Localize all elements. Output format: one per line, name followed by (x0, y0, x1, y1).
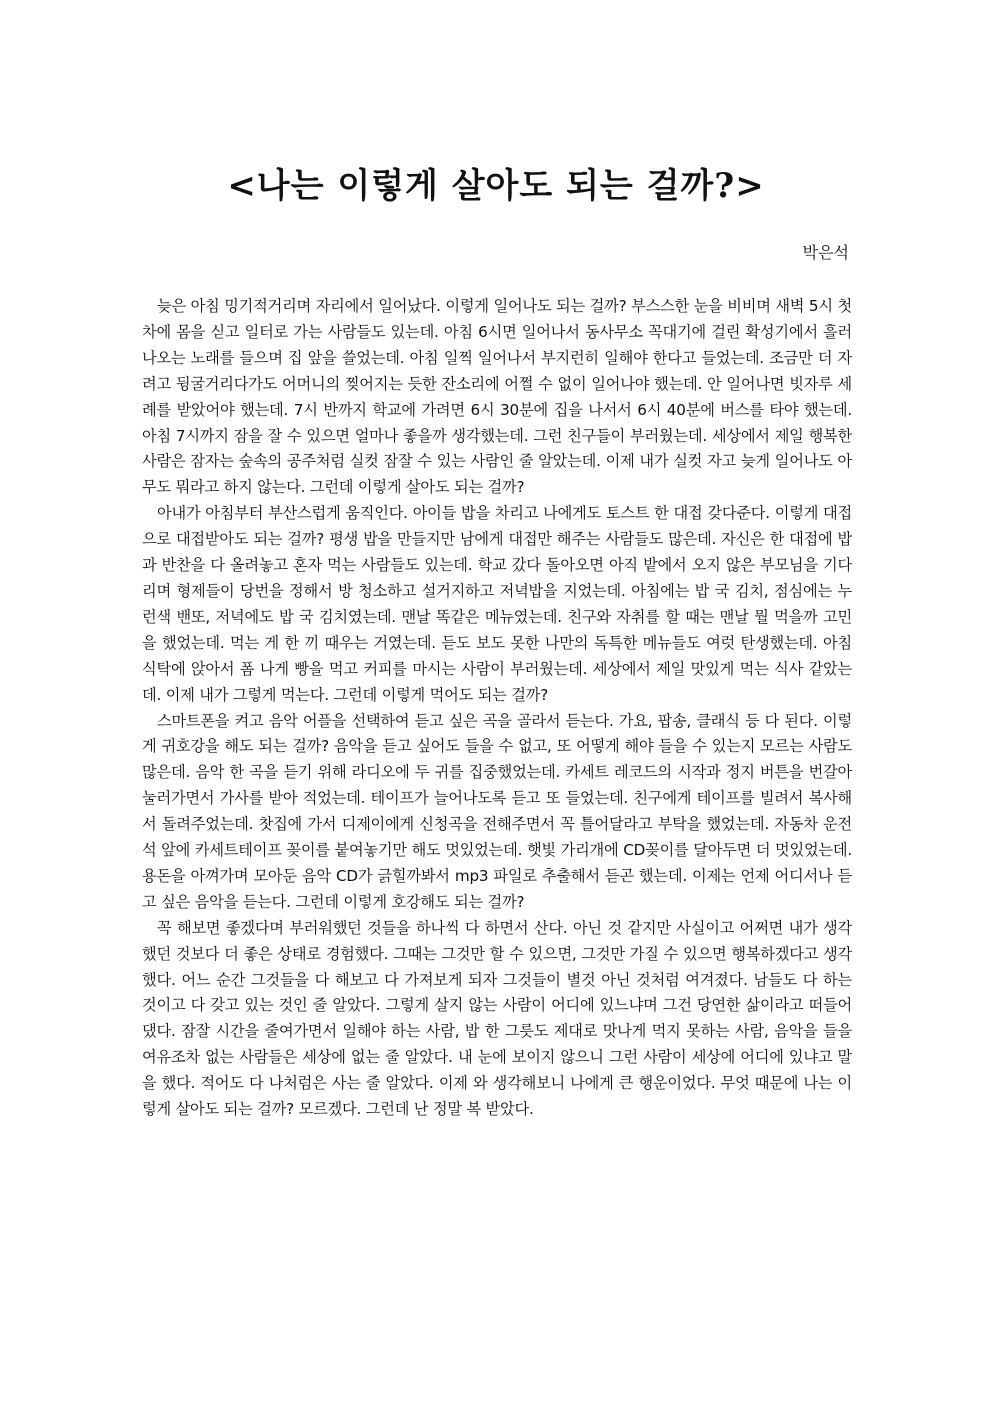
paragraph: 스마트폰을 켜고 음악 어플을 선택하여 듣고 싶은 곡을 골라서 듣는다. 가요, 팝송, 클래식 등 다 된다. 이렇게 귀호강을 해도 되는 걸까? 음악을 듣고 싶어도 들을 수 없고, 또 어떻게 해야 들을 수 있는지 모르는 사람도 많은데. 음악 한 곡을 듣기 위해 라디오에 두 귀를 집중했었는데. 카세트 레코드의 시작과 정지 버튼을 번갈아 눌러가면서 가사를 받아 적었는데. 테이프가 늘어나도록 듣고 또 들었는데. 친구에게 테이프를 빌려서 복사해서 돌려주었는데. 찻집에 가서 디제이에게 신청곡을 전해주면서 꼭 틀어달라고 부탁을 했었는데. 자동차 운전석 앞에 카세트테이프 꽂이를 붙여놓기만 해도 멋있었는데. 햇빛 가리개에 CD꽂이를 달아두면 더 멋있었는데. 용돈을 아껴가며 모아둔 음악 CD가 긁힐까봐서 mp3 파일로 추출해서 듣곤 했는데. 이제는 언제 어디서나 듣고 싶은 음악을 듣는다. 그런데 이렇게 호강해도 되는 걸까? (142, 711, 852, 911)
document-title: <나는 이렇게 살아도 되는 걸까?> (227, 166, 765, 206)
essay-body (142, 294, 852, 1123)
paragraph: 꼭 해보면 좋겠다며 부러워했던 것들을 하나씩 다 하면서 산다. 아닌 것 같지만 사실이고 어쩌면 내가 생각했던 것보다 더 좋은 상태로 경험했다. 그때는 그것만 할 수 있으면, 그것만 가질 수 있으면 행복하겠다고 생각했다. 어느 순간 그것들을 다 해보고 다 가져보게 되자 그것들이 별것 아닌 것처럼 여겨졌다. 남들도 다 하는 것이고 다 갖고 있는 것인 줄 알았다. 그렇게 살지 않는 사람이 어디에 있느냐며 그건 당연한 삶이라고 떠들어댔다. 잠잘 시간을 줄여가면서 일해야 하는 사람, 밥 한 그릇도 제대로 맛나게 먹지 못하는 사람, 음악을 들을 여유조차 없는 사람들은 세상에 없는 줄 알았다. 내 눈에 보이지 않으니 그런 사람이 세상에 어디에 있냐고 말을 했다. 적어도 다 나처럼은 사는 줄 알았다. 이제 와 생각해보니 나에게 큰 행운이었다. 무엇 때문에 나는 이렇게 살아도 되는 걸까? 모르겠다. 그런데 난 정말 복 받았다. (142, 918, 852, 1119)
paragraph: 늦은 아침 밍기적거리며 자리에서 일어났다. 이렇게 일어나도 되는 걸까? 부스스한 눈을 비비며 새벽 5시 첫차에 몸을 싣고 일터로 가는 사람들도 있는데. 아침 6시면 일어나서 동사무소 꼭대기에 걸린 확성기에서 흘러나오는 노래를 들으며 집 앞을 쓸었는데. 아침 일찍 일어나서 부지런히 일해야 한다고 들었는데. 조금만 더 자려고 뒹굴거리다가도 어머니의 찢어지는 듯한 잔소리에 어쩔 수 없이 일어나야 했는데. 안 일어나면 빗자루 세례를 받았어야 했는데. 7시 반까지 학교에 가려면 6시 30분에 집을 나서서 6시 40분에 버스를 타야 했는데. 아침 7시까지 잠을 잘 수 있으면 얼마나 좋을까 생각했는데. 그런 친구들이 부러웠는데. 세상에서 제일 행복한 사람은 잠자는 숲속의 공주처럼 실컷 잠잘 수 있는 사람인 줄 알았는데. 이제 내가 실컷 자고 늦게 일어나도 아무도 뭐라고 하지 않는다. 그런데 이렇게 살아도 되는 걸까? (142, 297, 852, 497)
paragraph: 아내가 아침부터 부산스럽게 움직인다. 아이들 밥을 차리고 나에게도 토스트 한 대접 갖다준다. 이렇게 대접으로 대접받아도 되는 걸까? 평생 밥을 만들지만 남에게 대접만 해주는 사람들도 많은데. 자신은 한 대접에 밥과 반찬을 다 올려놓고 혼자 먹는 사람들도 있는데. 학교 갔다 돌아오면 아직 밭에서 오지 않은 부모님을 기다리며 형제들이 당번을 정해서 방 청소하고 설거지하고 저녁밥을 지었는데. 아침에는 밥 국 김치, 점심에는 누런색 밴또, 저녁에도 밥 국 김치였는데. 맨날 똑같은 메뉴였는데. 친구와 자취를 할 때는 맨날 뭘 먹을까 고민을 했었는데. 먹는 게 한 끼 때우는 거였는데. 듣도 보도 못한 나만의 독특한 메뉴들도 여럿 탄생했는데. 아침 식탁에 앉아서 폼 나게 빵을 먹고 커피를 마시는 사람이 부러웠는데. 세상에서 제일 맛있게 먹는 식사 같았는데. 이제 내가 그렇게 먹는다. 그런데 이렇게 먹어도 되는 걸까? (142, 504, 852, 704)
author-name: 박은석 (802, 243, 849, 262)
